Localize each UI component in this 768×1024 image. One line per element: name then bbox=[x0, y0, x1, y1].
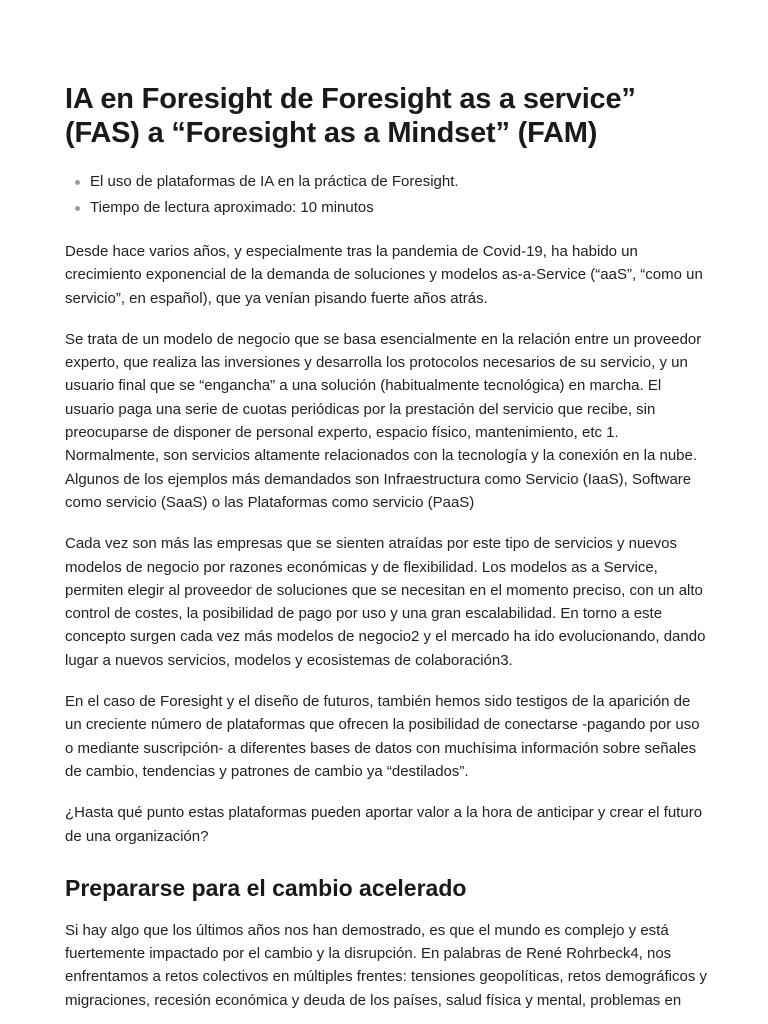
summary-list bbox=[65, 169, 708, 221]
article-title: IA en Foresight de Foresight as a service” (FAS) a “Foresight as a Mindset” (FAM) bbox=[65, 83, 636, 149]
paragraph-question: ¿Hasta qué punto estas plataformas pueden aportar valor a la hora de anticipar y crear el futuro de una organización? bbox=[65, 804, 703, 845]
summary-item: Tiempo de lectura aproximado: 10 minutos bbox=[90, 195, 708, 221]
section-heading: Prepararse para el cambio acelerado bbox=[65, 874, 467, 901]
paragraph-section-body: Si hay algo que los últimos años nos han demostrado, es que el mundo es complejo y está fuertemente impactado por el cambio y la disrupción. En palabras de René Rohrbeck4, nos enfrentamos a retos colectivos en múltiples frentes: tensiones geopolíticas, retos demográficos y migraciones, recesión económica y deuda de los países, salud física y mental, problemas en bbox=[65, 921, 707, 1009]
summary-item: El uso de plataformas de IA en la práctica de Foresight. bbox=[90, 169, 708, 195]
paragraph-intro: Desde hace varios años, y especialmente tras la pandemia de Covid-19, ha habido un crecimiento exponencial de la demanda de soluciones y modelos as-a-Service (“aaS”, “como un servicio”, en español), que ya venían pisando fuerte años atrás. bbox=[65, 243, 703, 307]
paragraph-business-model: Se trata de un modelo de negocio que se basa esencialmente en la relación entre un proveedor experto, que realiza las inversiones y desarrolla los protocolos necesarios de su servicio, y un usuario final que se “engancha” a una solución (habitualmente tecnológica) en marcha. El usuario paga una serie de cuotas periódicas por la prestación del servicio que recibe, sin preocuparse de disponer de personal experto, espacio físico, mantenimiento, etc 1. Normalmente, son servicios altamente relacionados con la tecnología y la conexión en la nube. Algunos de los ejemplos más demandados son Infraestructura como Servicio (IaaS), Software como servicio (SaaS) o las Plataformas como servicio (PaaS) bbox=[65, 330, 702, 511]
paragraph-foresight-platforms: En el caso de Foresight y el diseño de futuros, también hemos sido testigos de la aparición de un creciente número de plataformas que ofrecen la posibilidad de conectarse -pagando por uso o mediante suscripción- a diferentes bases de datos con muchísima información sobre señales de cambio, tendencias y patrones de cambio ya “destilados”. bbox=[65, 693, 700, 780]
paragraph-companies: Cada vez son más las empresas que se sienten atraídas por este tipo de servicios y nuevos modelos de negocio por razones económicas y de flexibilidad. Los modelos as a Service, permiten elegir al proveedor de soluciones que se necesitan en el momento preciso, con un alto control de costes, la posibilidad de pago por uso y una gran escalabilidad. En torno a este concepto surgen cada vez más modelos de negocio2 y el mercado ha ido evolucionando, dando lugar a nuevos servicios, modelos y ecosistemas de colaboración3. bbox=[65, 535, 706, 669]
